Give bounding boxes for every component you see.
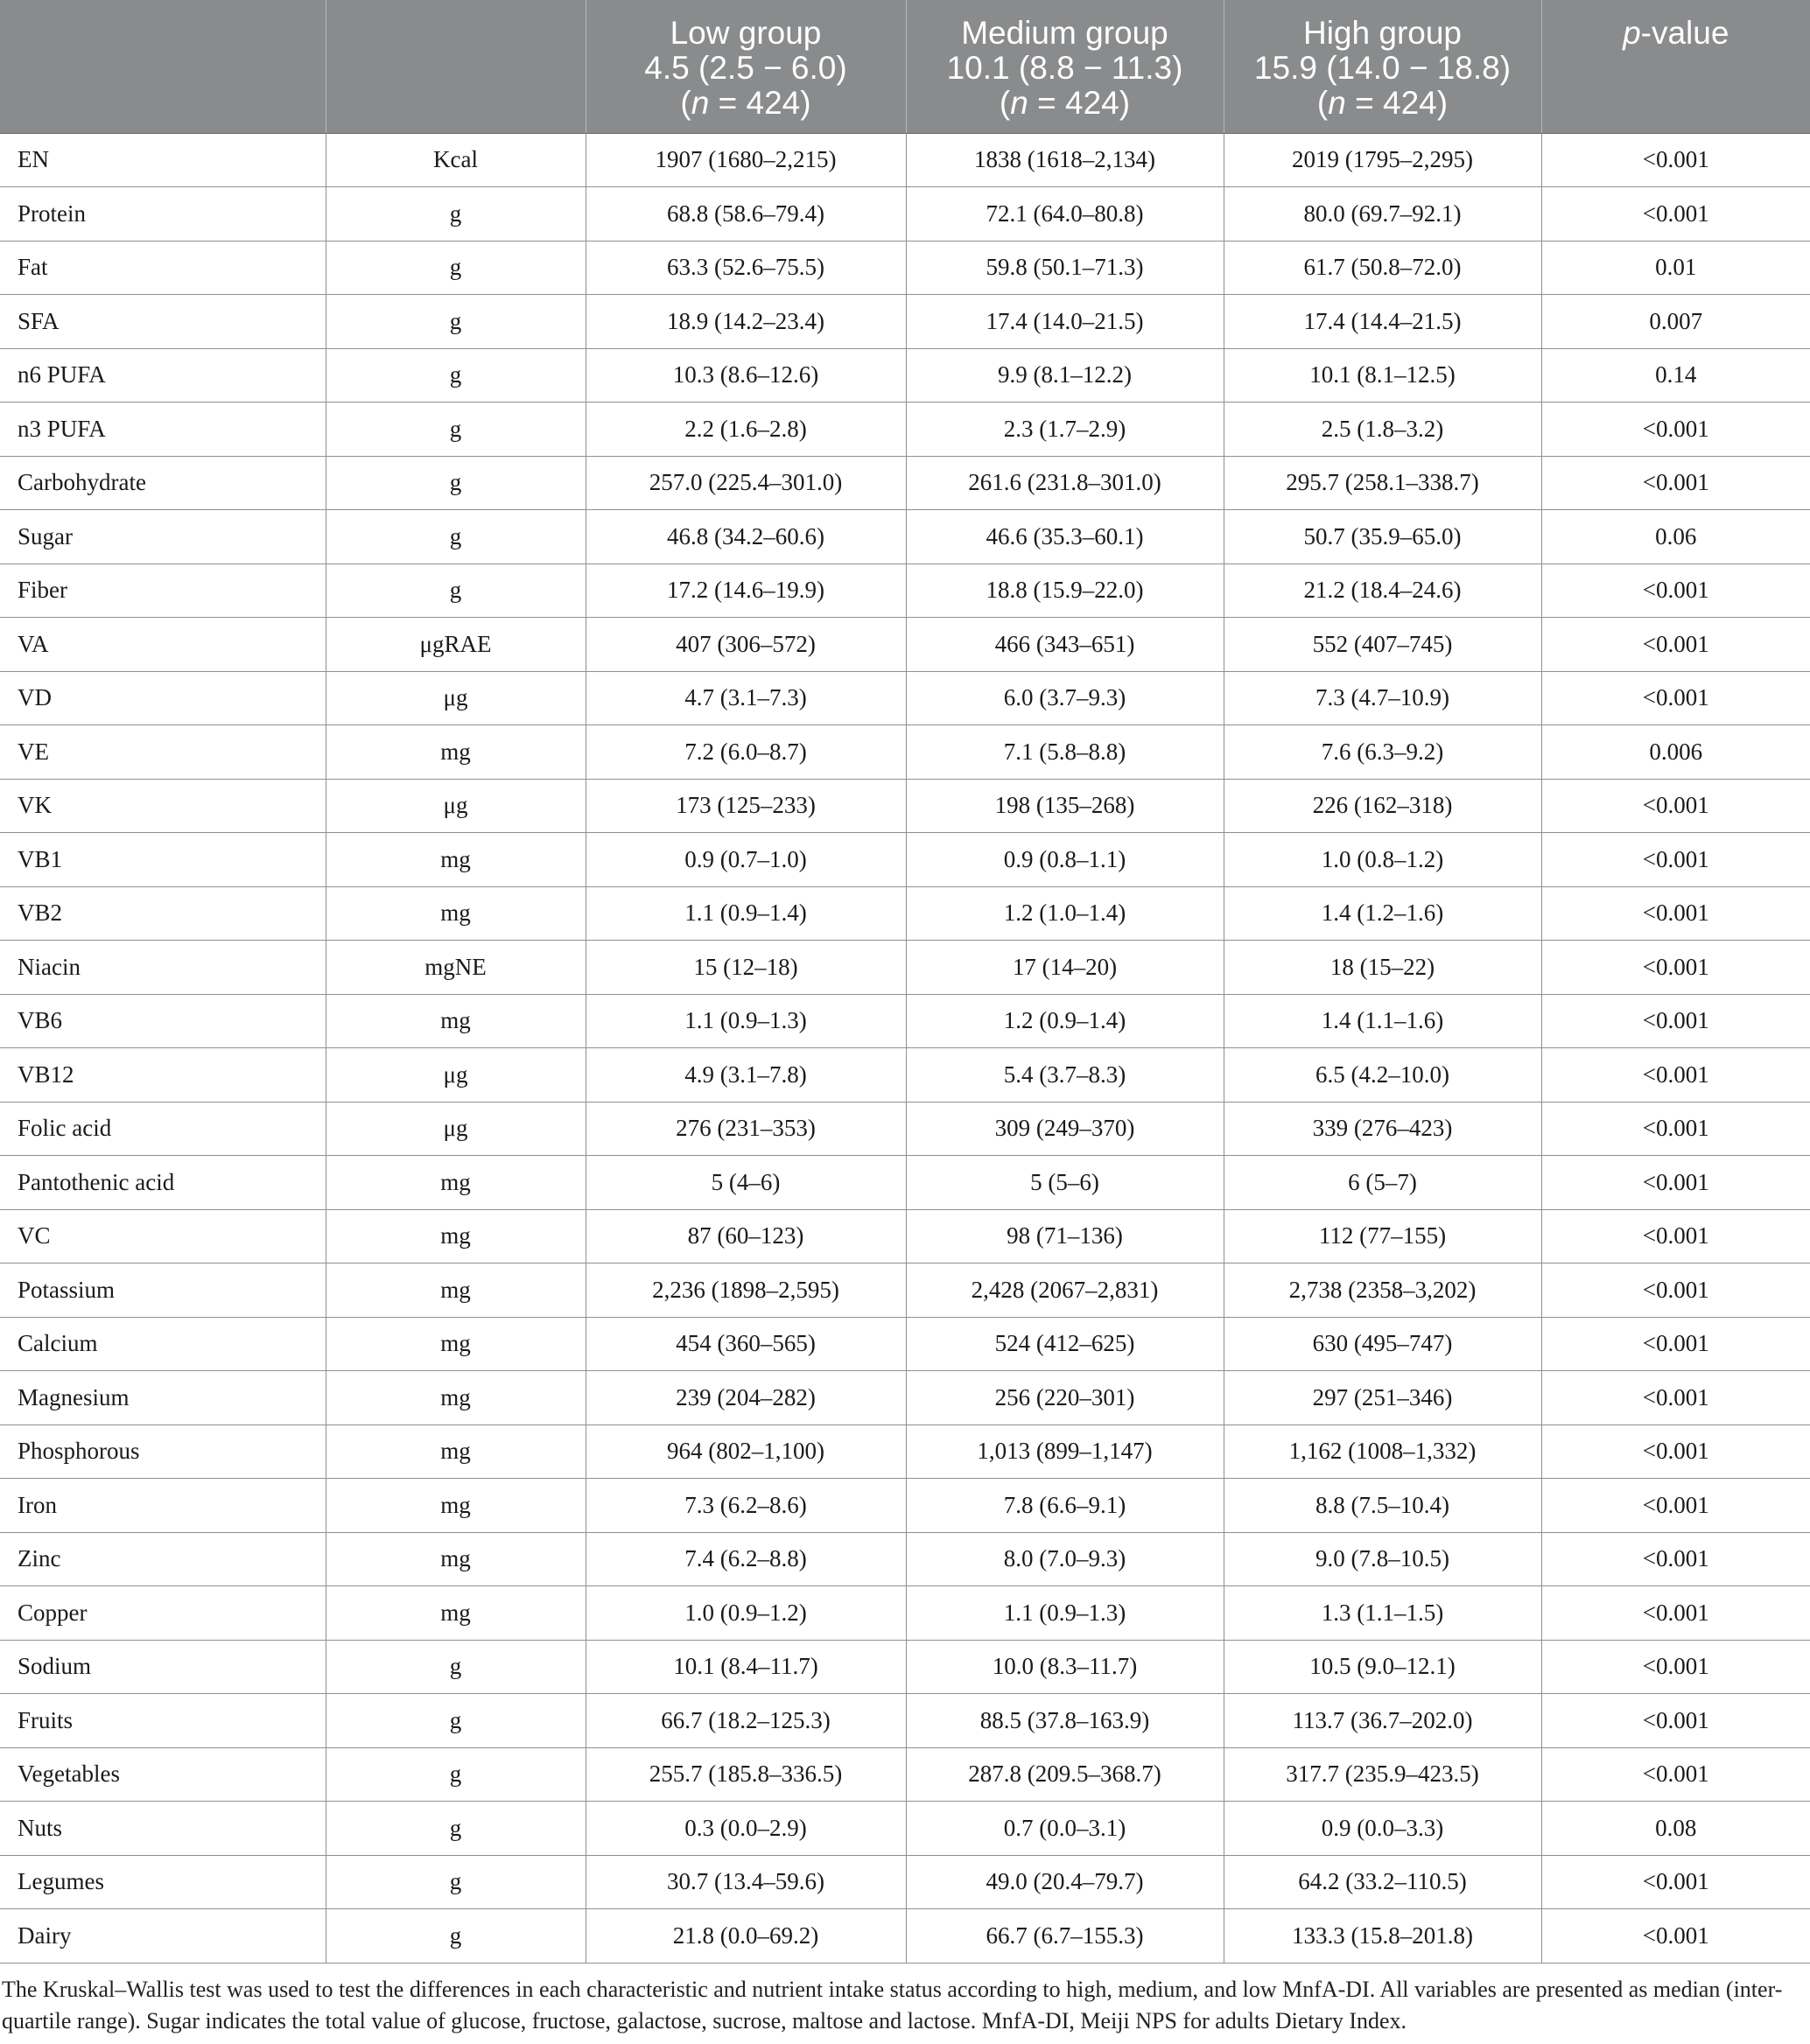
- cell-item: Fat: [0, 241, 326, 295]
- cell-p-value: <0.001: [1541, 1479, 1810, 1533]
- cell-unit: mg: [326, 833, 586, 887]
- cell-medium-group: 6.0 (3.7–9.3): [906, 671, 1224, 725]
- cell-item: Nuts: [0, 1802, 326, 1856]
- cell-high-group: 630 (495–747): [1224, 1317, 1541, 1371]
- cell-medium-group: 8.0 (7.0–9.3): [906, 1532, 1224, 1586]
- cell-low-group: 1907 (1680–2,215): [586, 133, 906, 187]
- cell-medium-group: 5 (5–6): [906, 1156, 1224, 1210]
- cell-medium-group: 72.1 (64.0–80.8): [906, 187, 1224, 242]
- cell-high-group: 6.5 (4.2–10.0): [1224, 1048, 1541, 1102]
- cell-p-value: <0.001: [1541, 886, 1810, 941]
- cell-low-group: 66.7 (18.2–125.3): [586, 1694, 906, 1748]
- cell-unit: μgRAE: [326, 618, 586, 672]
- cell-medium-group: 66.7 (6.7–155.3): [906, 1909, 1224, 1964]
- cell-medium-group: 0.7 (0.0–3.1): [906, 1802, 1224, 1856]
- cell-unit: mgNE: [326, 941, 586, 995]
- cell-item: EN: [0, 133, 326, 187]
- cell-item: VE: [0, 725, 326, 780]
- table-row: [0, 1317, 1810, 1371]
- cell-high-group: 1.4 (1.2–1.6): [1224, 886, 1541, 941]
- cell-medium-group: 2.3 (1.7–2.9): [906, 402, 1224, 457]
- header-line: 15.9 (14.0 − 18.8): [1253, 50, 1512, 86]
- cell-low-group: 5 (4–6): [586, 1156, 906, 1210]
- table-row: [0, 1640, 1810, 1694]
- cell-p-value: <0.001: [1541, 1424, 1810, 1479]
- cell-item: Pantothenic acid: [0, 1156, 326, 1210]
- cell-p-value: <0.001: [1541, 1264, 1810, 1318]
- table-row: [0, 456, 1810, 510]
- cell-high-group: 10.5 (9.0–12.1): [1224, 1640, 1541, 1694]
- table-row: [0, 941, 1810, 995]
- header-line: Low group: [670, 15, 822, 51]
- cell-unit: g: [326, 295, 586, 349]
- cell-low-group: 1.0 (0.9–1.2): [586, 1586, 906, 1641]
- cell-high-group: 0.9 (0.0–3.3): [1224, 1802, 1541, 1856]
- cell-unit: g: [326, 402, 586, 457]
- cell-p-value: <0.001: [1541, 618, 1810, 672]
- cell-medium-group: 0.9 (0.8–1.1): [906, 833, 1224, 887]
- cell-p-value: <0.001: [1541, 564, 1810, 618]
- cell-unit: g: [326, 564, 586, 618]
- cell-unit: mg: [326, 1264, 586, 1318]
- cell-p-value: <0.001: [1541, 1909, 1810, 1964]
- cell-p-value: <0.001: [1541, 402, 1810, 457]
- cell-unit: g: [326, 1855, 586, 1909]
- cell-item: n3 PUFA: [0, 402, 326, 457]
- cell-unit: g: [326, 187, 586, 242]
- cell-medium-group: 1.2 (0.9–1.4): [906, 994, 1224, 1048]
- cell-p-value: <0.001: [1541, 1371, 1810, 1425]
- cell-high-group: 7.3 (4.7–10.9): [1224, 671, 1541, 725]
- cell-high-group: 339 (276–423): [1224, 1102, 1541, 1156]
- cell-p-value: <0.001: [1541, 1317, 1810, 1371]
- cell-high-group: 8.8 (7.5–10.4): [1224, 1479, 1541, 1533]
- cell-low-group: 454 (360–565): [586, 1317, 906, 1371]
- cell-low-group: 63.3 (52.6–75.5): [586, 241, 906, 295]
- cell-item: Potassium: [0, 1264, 326, 1318]
- cell-low-group: 10.3 (8.6–12.6): [586, 348, 906, 402]
- cell-unit: g: [326, 1694, 586, 1748]
- cell-p-value: 0.006: [1541, 725, 1810, 780]
- cell-medium-group: 1.2 (1.0–1.4): [906, 886, 1224, 941]
- table-row: [0, 510, 1810, 564]
- cell-p-value: <0.001: [1541, 456, 1810, 510]
- cell-low-group: 4.7 (3.1–7.3): [586, 671, 906, 725]
- cell-p-value: <0.001: [1541, 833, 1810, 887]
- table-row: [0, 1156, 1810, 1210]
- cell-high-group: 6 (5–7): [1224, 1156, 1541, 1210]
- header-line: (n = 424): [999, 85, 1131, 121]
- table-row: [0, 1102, 1810, 1156]
- cell-medium-group: 7.1 (5.8–8.8): [906, 725, 1224, 780]
- cell-p-value: <0.001: [1541, 671, 1810, 725]
- table-row: [0, 779, 1810, 833]
- table-row: [0, 187, 1810, 242]
- cell-unit: g: [326, 456, 586, 510]
- table-row: [0, 618, 1810, 672]
- cell-low-group: 0.3 (0.0–2.9): [586, 1802, 906, 1856]
- table-body: [0, 133, 1810, 1963]
- header-line: p-value: [1623, 15, 1729, 51]
- cell-high-group: 226 (162–318): [1224, 779, 1541, 833]
- table-row: [0, 1479, 1810, 1533]
- cell-high-group: 1,162 (1008–1,332): [1224, 1424, 1541, 1479]
- cell-low-group: 1.1 (0.9–1.3): [586, 994, 906, 1048]
- cell-p-value: 0.14: [1541, 348, 1810, 402]
- table-row: [0, 402, 1810, 457]
- cell-high-group: 113.7 (36.7–202.0): [1224, 1694, 1541, 1748]
- cell-item: n6 PUFA: [0, 348, 326, 402]
- header-high-group: [1224, 0, 1541, 133]
- cell-p-value: 0.08: [1541, 1802, 1810, 1856]
- cell-item: Carbohydrate: [0, 456, 326, 510]
- header-p-value: [1541, 0, 1810, 133]
- table-footnote: The Kruskal–Wallis test was used to test the differences in each characteristic and nutrient intake status according to high, medium, and low MnfA-DI. All variables are presented as median (inter-quartile range). Sugar indicates the total value of glucose, fructose, galactose, sucrose, maltose and lactose. MnfA-DI, Meiji NPS for adults Dietary Index.: [2, 1977, 1783, 2034]
- cell-p-value: <0.001: [1541, 1694, 1810, 1748]
- cell-low-group: 964 (802–1,100): [586, 1424, 906, 1479]
- cell-medium-group: 1838 (1618–2,134): [906, 133, 1224, 187]
- header-row: [0, 0, 1810, 133]
- cell-p-value: 0.01: [1541, 241, 1810, 295]
- cell-item: Vegetables: [0, 1747, 326, 1802]
- cell-item: Niacin: [0, 941, 326, 995]
- cell-p-value: <0.001: [1541, 187, 1810, 242]
- cell-medium-group: 18.8 (15.9–22.0): [906, 564, 1224, 618]
- table-row: [0, 1532, 1810, 1586]
- cell-high-group: 21.2 (18.4–24.6): [1224, 564, 1541, 618]
- cell-high-group: 10.1 (8.1–12.5): [1224, 348, 1541, 402]
- cell-unit: mg: [326, 1586, 586, 1641]
- cell-medium-group: 59.8 (50.1–71.3): [906, 241, 1224, 295]
- header-low-group: [586, 0, 906, 133]
- table-row: [0, 1909, 1810, 1964]
- cell-low-group: 17.2 (14.6–19.9): [586, 564, 906, 618]
- table-row: [0, 671, 1810, 725]
- cell-high-group: 552 (407–745): [1224, 618, 1541, 672]
- cell-low-group: 7.3 (6.2–8.6): [586, 1479, 906, 1533]
- table-row: [0, 1802, 1810, 1856]
- cell-low-group: 173 (125–233): [586, 779, 906, 833]
- cell-medium-group: 98 (71–136): [906, 1209, 1224, 1264]
- cell-medium-group: 88.5 (37.8–163.9): [906, 1694, 1224, 1748]
- cell-item: Magnesium: [0, 1371, 326, 1425]
- cell-low-group: 276 (231–353): [586, 1102, 906, 1156]
- table-row: [0, 564, 1810, 618]
- header-line: Medium group: [961, 15, 1168, 51]
- cell-low-group: 255.7 (185.8–336.5): [586, 1747, 906, 1802]
- cell-item: VB6: [0, 994, 326, 1048]
- cell-high-group: 18 (15–22): [1224, 941, 1541, 995]
- cell-unit: g: [326, 348, 586, 402]
- cell-unit: mg: [326, 1479, 586, 1533]
- header-line: (n = 424): [1316, 85, 1449, 121]
- cell-high-group: 133.3 (15.8–201.8): [1224, 1909, 1541, 1964]
- header-line: 4.5 (2.5 − 6.0): [644, 50, 847, 86]
- cell-high-group: 2019 (1795–2,295): [1224, 133, 1541, 187]
- header-line: High group: [1302, 15, 1462, 51]
- cell-unit: μg: [326, 1102, 586, 1156]
- cell-unit: mg: [326, 1371, 586, 1425]
- header-blank-item: [0, 0, 326, 133]
- cell-low-group: 0.9 (0.7–1.0): [586, 833, 906, 887]
- cell-unit: mg: [326, 1209, 586, 1264]
- cell-medium-group: 5.4 (3.7–8.3): [906, 1048, 1224, 1102]
- cell-item: Protein: [0, 187, 326, 242]
- table-row: [0, 133, 1810, 187]
- header-line: (n = 424): [680, 85, 811, 121]
- cell-unit: g: [326, 510, 586, 564]
- cell-low-group: 46.8 (34.2–60.6): [586, 510, 906, 564]
- cell-high-group: 2,738 (2358–3,202): [1224, 1264, 1541, 1318]
- cell-item: Calcium: [0, 1317, 326, 1371]
- cell-medium-group: 198 (135–268): [906, 779, 1224, 833]
- table-row: [0, 725, 1810, 780]
- table-row: [0, 1048, 1810, 1102]
- cell-p-value: <0.001: [1541, 1102, 1810, 1156]
- cell-low-group: 257.0 (225.4–301.0): [586, 456, 906, 510]
- cell-medium-group: 524 (412–625): [906, 1317, 1224, 1371]
- cell-high-group: 17.4 (14.4–21.5): [1224, 295, 1541, 349]
- cell-low-group: 30.7 (13.4–59.6): [586, 1855, 906, 1909]
- table-row: [0, 1694, 1810, 1748]
- table-row: [0, 1424, 1810, 1479]
- cell-high-group: 317.7 (235.9–423.5): [1224, 1747, 1541, 1802]
- cell-item: VB2: [0, 886, 326, 941]
- cell-p-value: <0.001: [1541, 941, 1810, 995]
- cell-medium-group: 7.8 (6.6–9.1): [906, 1479, 1224, 1533]
- cell-item: VC: [0, 1209, 326, 1264]
- cell-medium-group: 10.0 (8.3–11.7): [906, 1640, 1224, 1694]
- cell-p-value: <0.001: [1541, 994, 1810, 1048]
- cell-medium-group: 2,428 (2067–2,831): [906, 1264, 1224, 1318]
- cell-unit: Kcal: [326, 133, 586, 187]
- cell-medium-group: 49.0 (20.4–79.7): [906, 1855, 1224, 1909]
- cell-item: Sugar: [0, 510, 326, 564]
- cell-item: Fiber: [0, 564, 326, 618]
- cell-item: Dairy: [0, 1909, 326, 1964]
- cell-p-value: 0.06: [1541, 510, 1810, 564]
- table-row: [0, 1209, 1810, 1264]
- cell-p-value: <0.001: [1541, 1532, 1810, 1586]
- cell-high-group: 297 (251–346): [1224, 1371, 1541, 1425]
- table-row: [0, 994, 1810, 1048]
- cell-unit: μg: [326, 779, 586, 833]
- cell-p-value: <0.001: [1541, 1209, 1810, 1264]
- cell-item: Copper: [0, 1586, 326, 1641]
- table-row: [0, 1371, 1810, 1425]
- cell-item: Phosphorous: [0, 1424, 326, 1479]
- cell-low-group: 10.1 (8.4–11.7): [586, 1640, 906, 1694]
- cell-item: VB1: [0, 833, 326, 887]
- cell-p-value: <0.001: [1541, 1156, 1810, 1210]
- cell-medium-group: 309 (249–370): [906, 1102, 1224, 1156]
- cell-p-value: 0.007: [1541, 295, 1810, 349]
- cell-unit: mg: [326, 1156, 586, 1210]
- cell-medium-group: 1,013 (899–1,147): [906, 1424, 1224, 1479]
- cell-low-group: 2,236 (1898–2,595): [586, 1264, 906, 1318]
- cell-unit: g: [326, 241, 586, 295]
- cell-low-group: 239 (204–282): [586, 1371, 906, 1425]
- table-row: [0, 295, 1810, 349]
- cell-p-value: <0.001: [1541, 1747, 1810, 1802]
- table-row: [0, 833, 1810, 887]
- cell-unit: mg: [326, 1532, 586, 1586]
- cell-medium-group: 466 (343–651): [906, 618, 1224, 672]
- cell-item: VD: [0, 671, 326, 725]
- cell-high-group: 50.7 (35.9–65.0): [1224, 510, 1541, 564]
- table-row: [0, 1586, 1810, 1641]
- cell-medium-group: 256 (220–301): [906, 1371, 1224, 1425]
- cell-low-group: 18.9 (14.2–23.4): [586, 295, 906, 349]
- header-blank-unit: [326, 0, 586, 133]
- cell-medium-group: 17.4 (14.0–21.5): [906, 295, 1224, 349]
- cell-unit: μg: [326, 671, 586, 725]
- cell-p-value: <0.001: [1541, 1586, 1810, 1641]
- cell-high-group: 1.3 (1.1–1.5): [1224, 1586, 1541, 1641]
- cell-low-group: 7.4 (6.2–8.8): [586, 1532, 906, 1586]
- cell-medium-group: 1.1 (0.9–1.3): [906, 1586, 1224, 1641]
- cell-low-group: 7.2 (6.0–8.7): [586, 725, 906, 780]
- cell-high-group: 64.2 (33.2–110.5): [1224, 1855, 1541, 1909]
- header-medium-group: [906, 0, 1224, 133]
- cell-p-value: <0.001: [1541, 1855, 1810, 1909]
- table-row: [0, 241, 1810, 295]
- cell-unit: mg: [326, 1317, 586, 1371]
- cell-low-group: 4.9 (3.1–7.8): [586, 1048, 906, 1102]
- table-row: [0, 1855, 1810, 1909]
- cell-item: Zinc: [0, 1532, 326, 1586]
- cell-low-group: 1.1 (0.9–1.4): [586, 886, 906, 941]
- cell-high-group: 1.4 (1.1–1.6): [1224, 994, 1541, 1048]
- cell-high-group: 295.7 (258.1–338.7): [1224, 456, 1541, 510]
- cell-unit: mg: [326, 725, 586, 780]
- cell-p-value: <0.001: [1541, 779, 1810, 833]
- cell-high-group: 7.6 (6.3–9.2): [1224, 725, 1541, 780]
- cell-medium-group: 261.6 (231.8–301.0): [906, 456, 1224, 510]
- cell-medium-group: 46.6 (35.3–60.1): [906, 510, 1224, 564]
- cell-item: SFA: [0, 295, 326, 349]
- cell-unit: g: [326, 1640, 586, 1694]
- cell-high-group: 61.7 (50.8–72.0): [1224, 241, 1541, 295]
- cell-item: VB12: [0, 1048, 326, 1102]
- table-row: [0, 1747, 1810, 1802]
- cell-high-group: 80.0 (69.7–92.1): [1224, 187, 1541, 242]
- cell-low-group: 407 (306–572): [586, 618, 906, 672]
- cell-medium-group: 287.8 (209.5–368.7): [906, 1747, 1224, 1802]
- cell-item: Sodium: [0, 1640, 326, 1694]
- table-row: [0, 348, 1810, 402]
- cell-p-value: <0.001: [1541, 1640, 1810, 1694]
- cell-p-value: <0.001: [1541, 133, 1810, 187]
- cell-unit: mg: [326, 886, 586, 941]
- cell-high-group: 112 (77–155): [1224, 1209, 1541, 1264]
- cell-unit: μg: [326, 1048, 586, 1102]
- cell-item: VA: [0, 618, 326, 672]
- cell-unit: g: [326, 1747, 586, 1802]
- cell-high-group: 2.5 (1.8–3.2): [1224, 402, 1541, 457]
- header-line: 10.1 (8.8 − 11.3): [946, 50, 1183, 86]
- cell-medium-group: 17 (14–20): [906, 941, 1224, 995]
- cell-low-group: 2.2 (1.6–2.8): [586, 402, 906, 457]
- cell-item: Fruits: [0, 1694, 326, 1748]
- cell-item: VK: [0, 779, 326, 833]
- cell-low-group: 15 (12–18): [586, 941, 906, 995]
- cell-item: Legumes: [0, 1855, 326, 1909]
- cell-unit: mg: [326, 1424, 586, 1479]
- cell-p-value: <0.001: [1541, 1048, 1810, 1102]
- cell-item: Iron: [0, 1479, 326, 1533]
- cell-high-group: 1.0 (0.8–1.2): [1224, 833, 1541, 887]
- cell-medium-group: 9.9 (8.1–12.2): [906, 348, 1224, 402]
- table-row: [0, 1264, 1810, 1318]
- cell-low-group: 87 (60–123): [586, 1209, 906, 1264]
- cell-unit: g: [326, 1909, 586, 1964]
- cell-low-group: 68.8 (58.6–79.4): [586, 187, 906, 242]
- cell-low-group: 21.8 (0.0–69.2): [586, 1909, 906, 1964]
- cell-unit: g: [326, 1802, 586, 1856]
- cell-unit: mg: [326, 994, 586, 1048]
- cell-high-group: 9.0 (7.8–10.5): [1224, 1532, 1541, 1586]
- cell-item: Folic acid: [0, 1102, 326, 1156]
- table-row: [0, 886, 1810, 941]
